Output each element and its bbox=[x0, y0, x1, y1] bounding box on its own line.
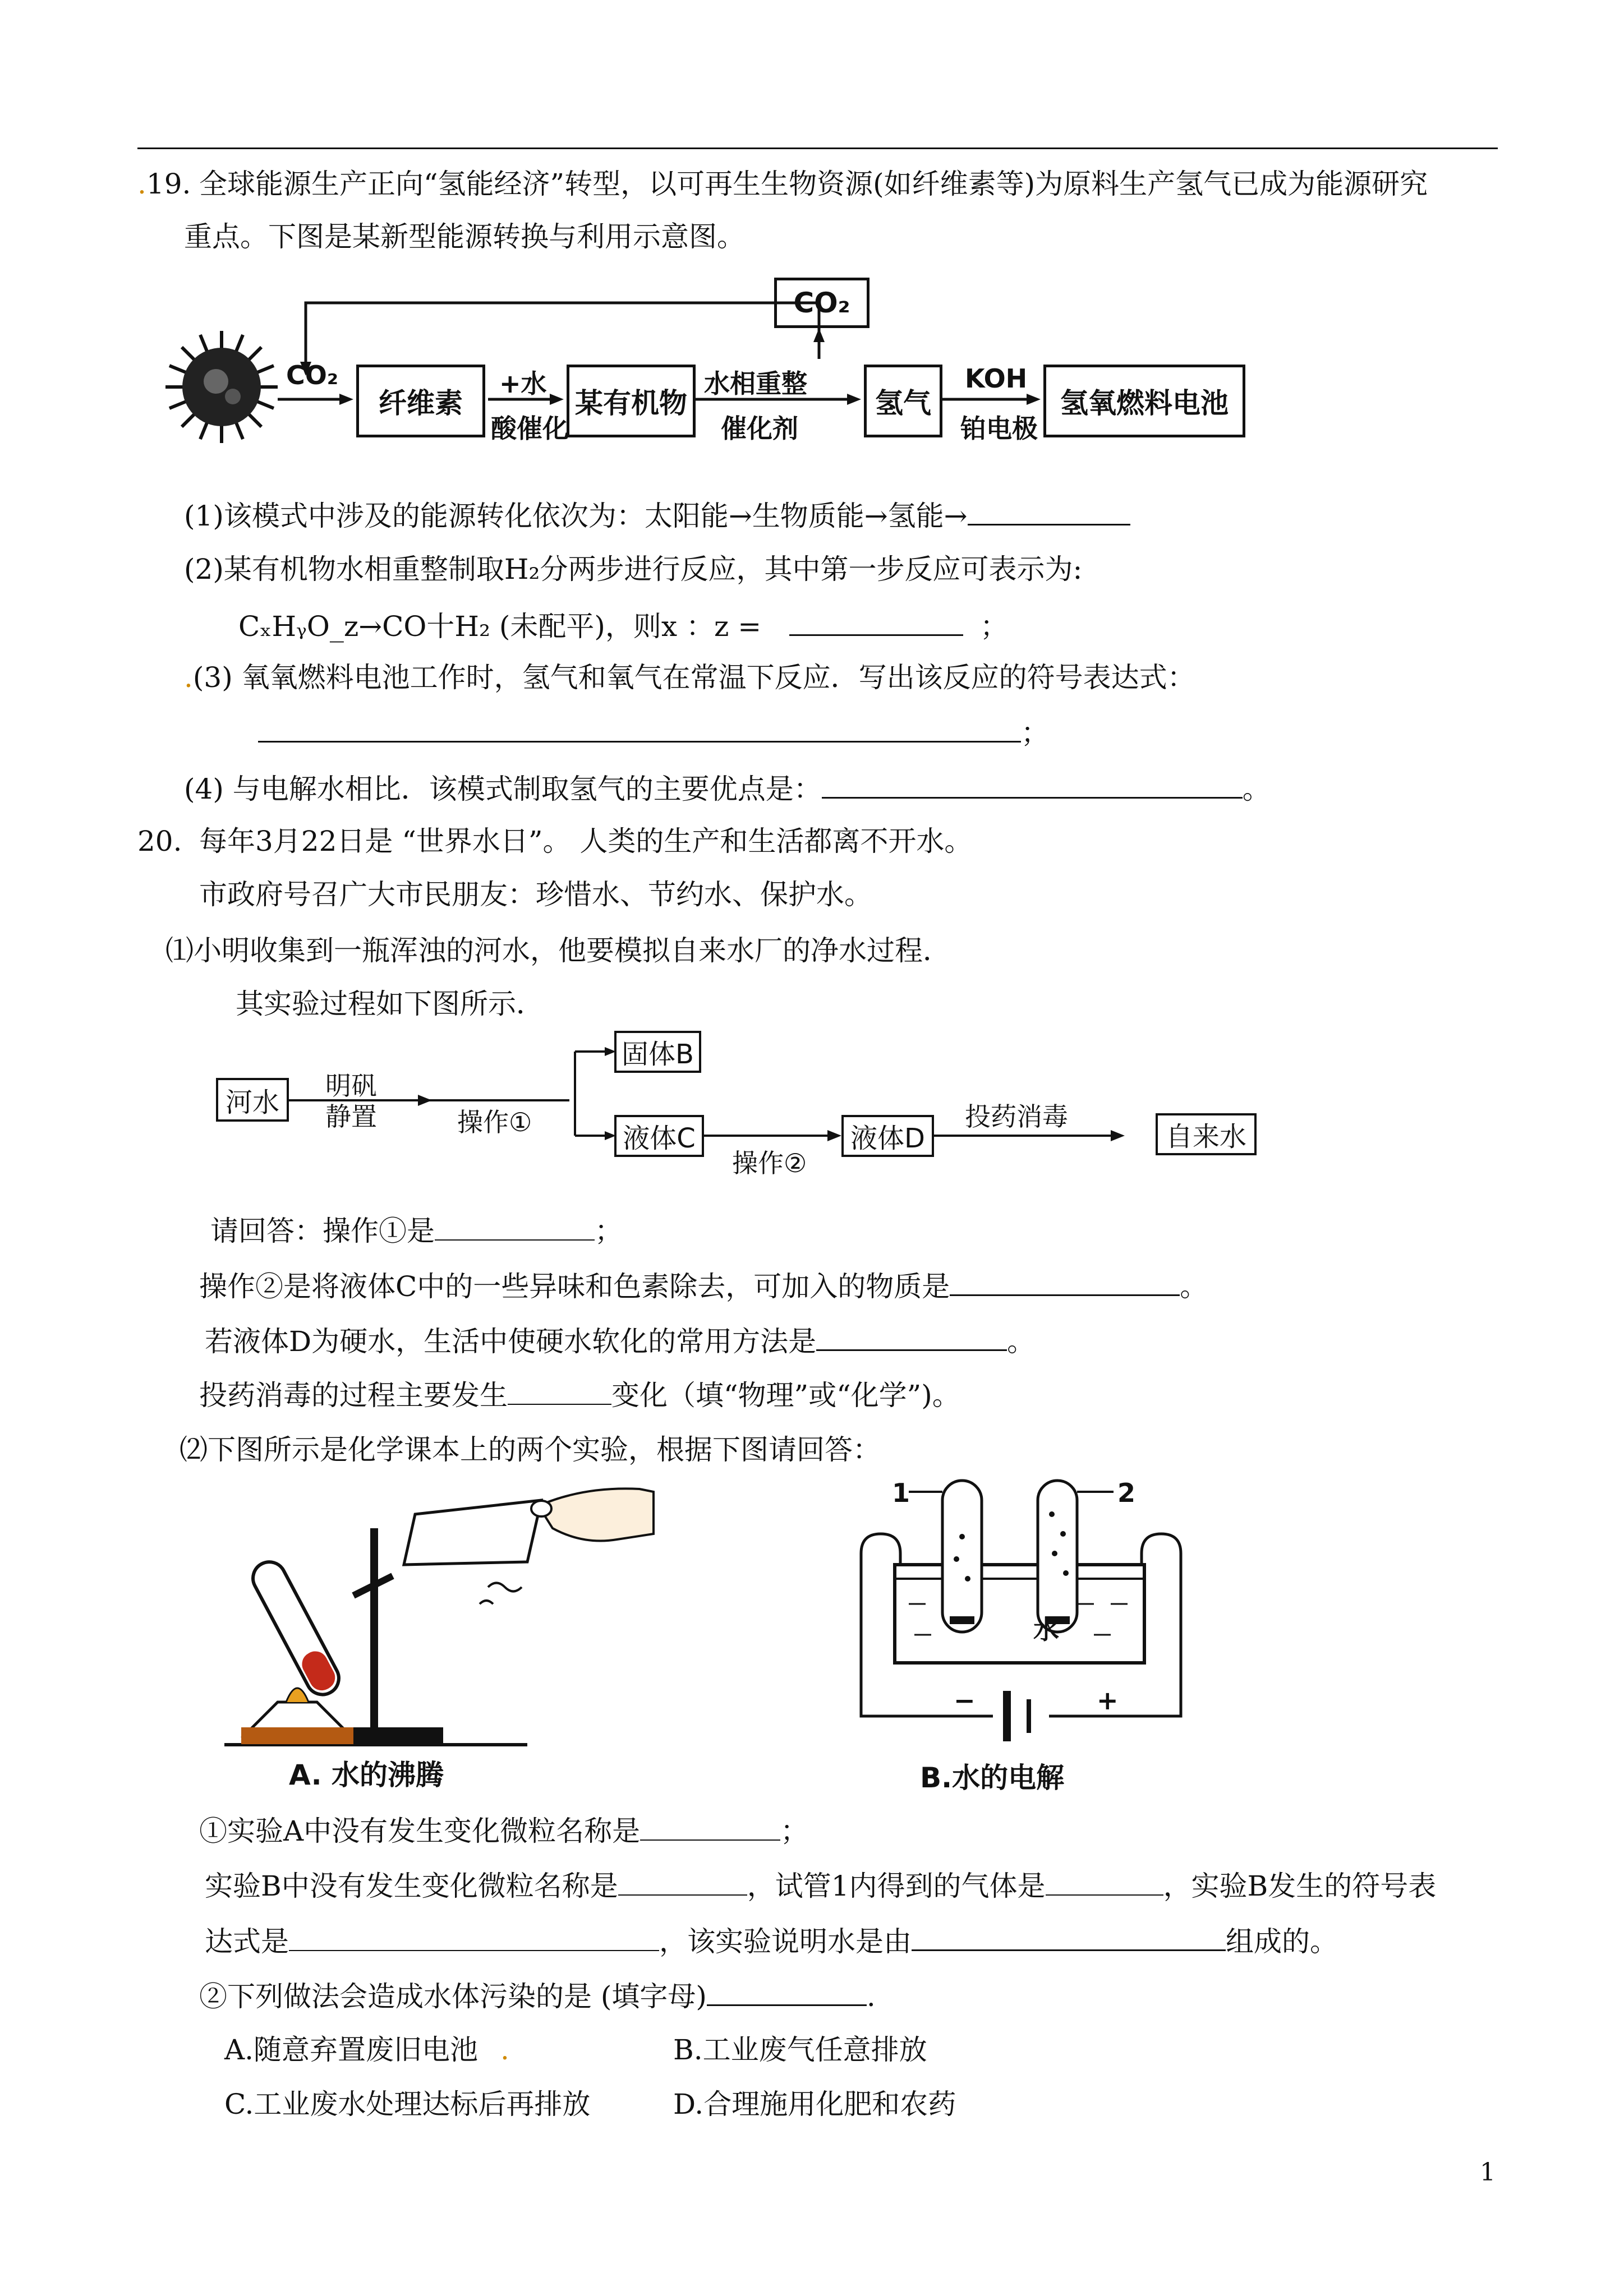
q19-p2: (2)某有机物水相重整制取H₂分两步进行反应，其中第一步反应可表示为: bbox=[184, 553, 1083, 585]
blank-20-particle-b[interactable] bbox=[618, 1870, 747, 1896]
q20-sub1-a: ①实验A中没有发生变化微粒名称是 ； bbox=[199, 1815, 809, 1847]
co2-top-box: CO₂ bbox=[774, 278, 869, 328]
blank-20-equation[interactable] bbox=[289, 1925, 659, 1951]
liquid-d-box: 液体D bbox=[841, 1115, 934, 1157]
q20-sub1-b: 实验B中没有发生变化微粒名称是 ，试管1内得到的气体是 ，实验B发生的符号表 bbox=[205, 1870, 1437, 1902]
arrow1-bottom-label: 酸催化 bbox=[491, 413, 568, 444]
water-label: 水 bbox=[1033, 1615, 1059, 1645]
blank-20-op1[interactable] bbox=[435, 1215, 595, 1241]
solid-b-box: 固体B bbox=[614, 1031, 701, 1073]
minus-terminal-label: − bbox=[954, 1685, 976, 1716]
q20-ans2: 操作②是将液体C中的一些异味和色素除去，可加入的物质是 。 bbox=[199, 1269, 1208, 1303]
q19-p3: .(3) 氧氧燃料电池工作时，氢气和氧气在常温下反应．写出该反应的符号表达式： bbox=[184, 661, 1195, 694]
organic-box: 某有机物 bbox=[567, 365, 696, 437]
q20-number: 20. bbox=[137, 825, 182, 857]
settle-label: 静置 bbox=[325, 1101, 377, 1132]
q19-p4: (4) 与电解水相比．该模式制取氢气的主要优点是： 。 bbox=[184, 771, 1271, 806]
q19-intro-line1: 全球能源生产正向“氢能经济”转型，以可再生生物资源(如纤维素等)为原料生产氢气已成为能源研究 bbox=[199, 168, 1428, 200]
blank-20-pollution[interactable] bbox=[707, 1979, 867, 2006]
q20-line2: 市政府号召广大市民朋友：珍惜水、节约水、保护水。 bbox=[199, 878, 872, 911]
cellulose-box: 纤维素 bbox=[356, 365, 485, 437]
q19-intro-line2: 重点。下图是某新型能源转换与利用示意图。 bbox=[184, 220, 745, 253]
fuel-cell-box: 氢氧燃料电池 bbox=[1043, 365, 1245, 437]
q19-p1: (1)该模式中涉及的能源转化依次为：太阳能→生物质能→氢能→ bbox=[184, 498, 1130, 533]
op2-label: 操作② bbox=[732, 1148, 807, 1178]
q20-sub2: ②下列做法会造成水体污染的是 (填字母) . bbox=[199, 1979, 876, 2013]
boiling-apparatus bbox=[224, 1481, 662, 1761]
tube-2-label: 2 bbox=[1117, 1478, 1136, 1508]
disinfect-label: 投药消毒 bbox=[965, 1101, 1068, 1132]
q20-ans3: 若液体D为硬水，生活中使硬水软化的常用方法是 。 bbox=[205, 1324, 1035, 1358]
op1-label: 操作① bbox=[457, 1107, 532, 1137]
option-c: C.工业废水处理达标后再排放 bbox=[224, 2088, 591, 2120]
q20-sub1-c: 达式是 ，该实验说明水是由 组成的。 bbox=[205, 1924, 1338, 1958]
figure-a-caption: A. 水的沸腾 bbox=[289, 1759, 444, 1791]
tube-1-label: 1 bbox=[892, 1478, 910, 1508]
liquid-c-box: 液体C bbox=[614, 1115, 704, 1157]
arrow2-top-label: 水相重整 bbox=[704, 368, 807, 399]
arrow1-top-label: +水 bbox=[499, 368, 547, 399]
co2-left-label: CO₂ bbox=[286, 360, 339, 390]
figure-b-caption: B.水的电解 bbox=[920, 1762, 1065, 1794]
option-b: B.工业废气任意排放 bbox=[673, 2034, 927, 2066]
alum-label: 明矾 bbox=[325, 1071, 377, 1101]
option-d: D.合理施用化肥和农药 bbox=[673, 2088, 956, 2120]
q20-ans4: 投药消毒的过程主要发生 变化（填“物理”或“化学”)。 bbox=[199, 1379, 960, 1412]
arrow3-bottom-label: 铂电极 bbox=[960, 413, 1038, 444]
q20-ans1: 请回答：操作①是 ； bbox=[210, 1215, 623, 1247]
blank-20-change[interactable] bbox=[508, 1379, 611, 1405]
arrow2-bottom-label: 催化剂 bbox=[721, 413, 798, 444]
electrolysis-apparatus bbox=[858, 1469, 1195, 1761]
blank-20-soften[interactable] bbox=[816, 1324, 1007, 1351]
plus-terminal-label: + bbox=[1097, 1685, 1119, 1716]
river-box: 河水 bbox=[216, 1078, 289, 1122]
q20-line1: 每年3月22日是 “世界水日”。 人类的生产和生活都离不开水。 bbox=[199, 825, 973, 857]
q20-part1-b: 其实验过程如下图所示． bbox=[236, 988, 544, 1020]
q20-part2: ⑵下图所示是化学课本上的两个实验，根据下图请回答： bbox=[180, 1433, 881, 1466]
q19-p2-formula-text: CₓHᵧO_z→CO十H₂ (未配平)，则x ：z = bbox=[238, 610, 762, 643]
q19-p3-line: ； bbox=[258, 715, 1049, 750]
q20-part1-a: ⑴小明收集到一瓶浑浊的河水，他要模拟自来水厂的净水过程． bbox=[165, 934, 951, 967]
blank-20-op2[interactable] bbox=[950, 1269, 1180, 1296]
page-number: 1 bbox=[1480, 2158, 1496, 2187]
option-a: A.随意弃置废旧电池 . bbox=[224, 2034, 509, 2066]
blank-20-gas-tube1[interactable] bbox=[1046, 1870, 1163, 1896]
tap-water-box: 自来水 bbox=[1156, 1113, 1257, 1155]
q19-number: .19. bbox=[137, 168, 191, 200]
hydrogen-box: 氢气 bbox=[864, 365, 942, 437]
blank-20-composition[interactable] bbox=[912, 1924, 1226, 1951]
arrow3-top-label: KOH bbox=[965, 363, 1028, 394]
q19-p2-formula-line-full: CₓHᵧO_z→CO十H₂ (未配平)，则x ：z = ； bbox=[238, 608, 1008, 643]
blank-20-particle-a[interactable] bbox=[640, 1815, 780, 1841]
